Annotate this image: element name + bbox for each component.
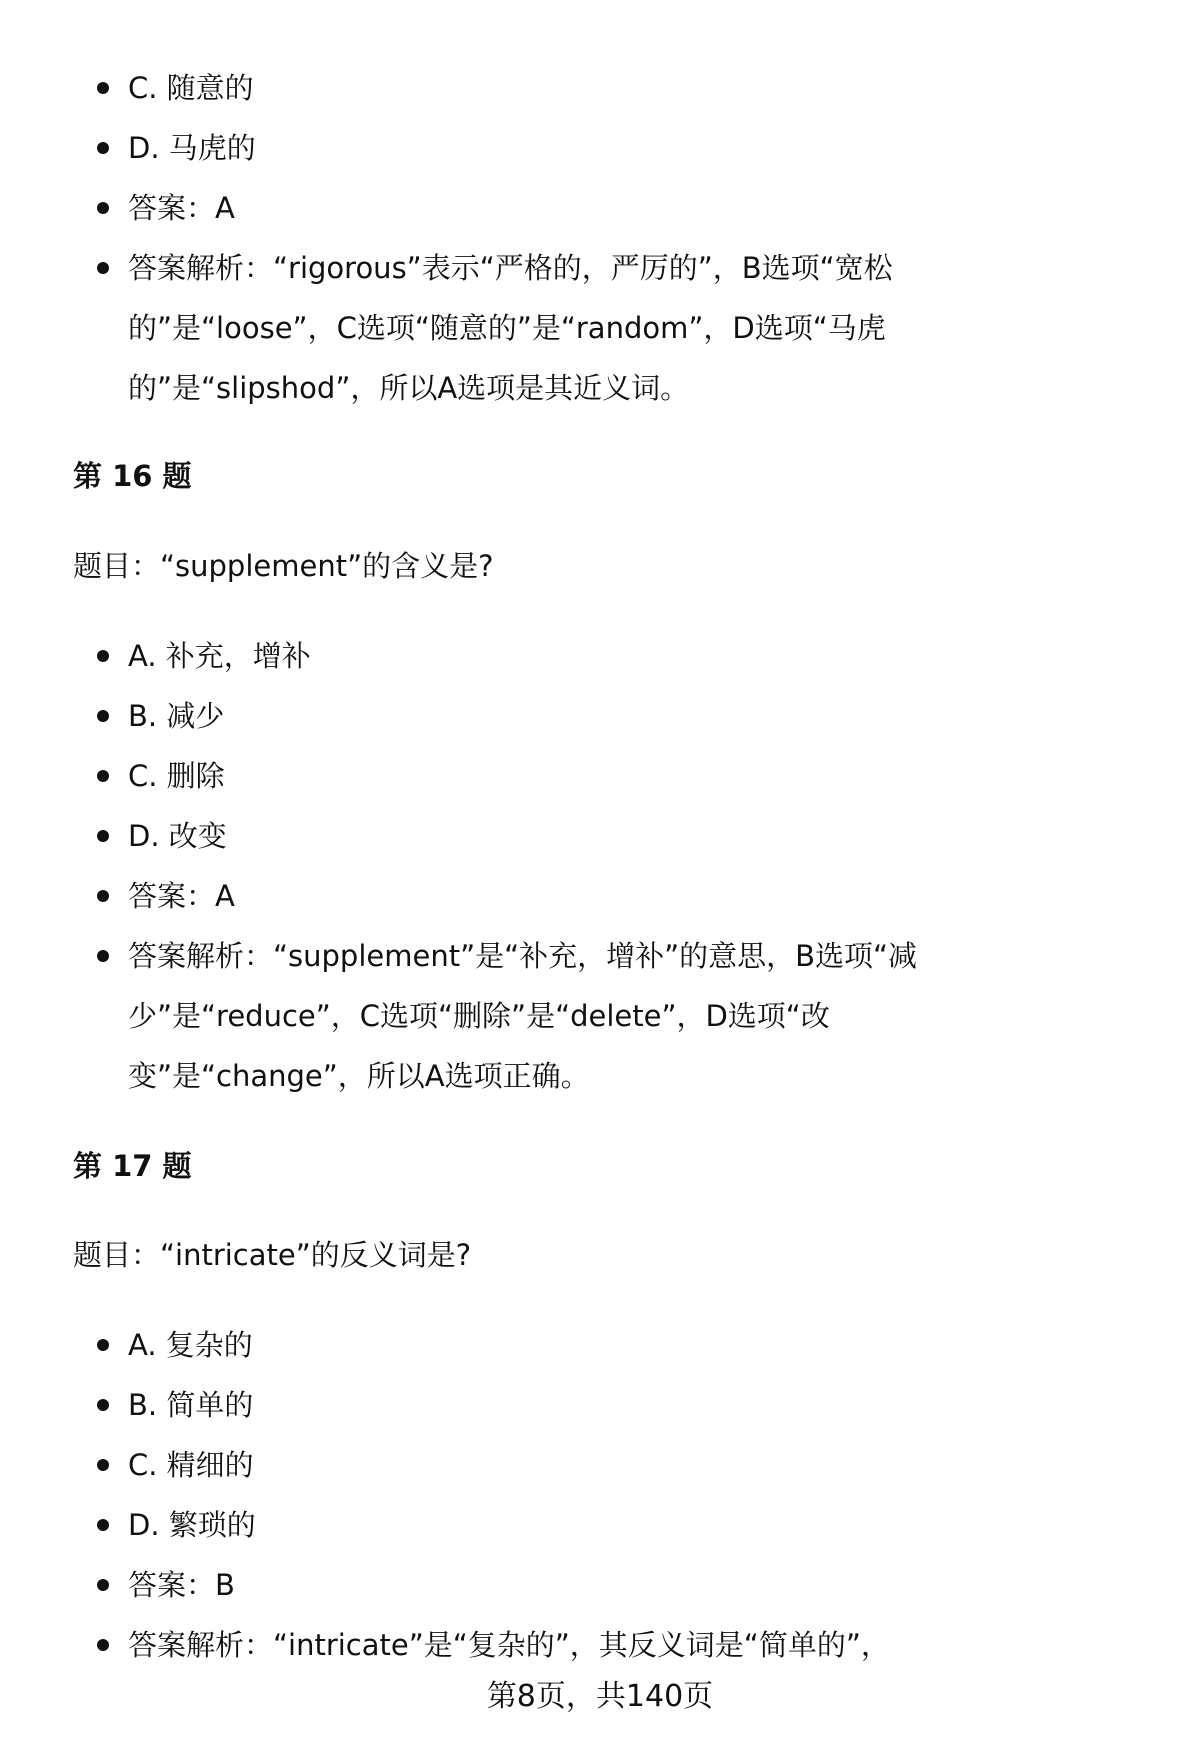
q16-option-c: C. 删除 xyxy=(0,746,1028,806)
q17-option-a: A. 复杂的 xyxy=(0,1315,1028,1375)
q16-heading: 第 16 题 xyxy=(73,459,192,493)
q17-option-b: B. 简单的 xyxy=(0,1375,1028,1435)
q16-answer: 答案：A xyxy=(0,866,1028,926)
q15-options xyxy=(0,58,1028,418)
q15-option-c: C. 随意的 xyxy=(0,58,1028,118)
q17-question: 题目：“intricate”的反义词是? xyxy=(73,1238,472,1272)
q17-explanation: 答案解析：“intricate”是“复杂的”，其反义词是“简单的”， xyxy=(0,1615,1028,1675)
q15-explanation: 答案解析：“rigorous”表示“严格的，严厉的”，B选项“宽松的”是“loose”，C选项“随意的”是“random”，D选项“马虎的”是“slipshod”，所以A选项是其近义词。 xyxy=(0,238,1028,418)
q17-answer: 答案：B xyxy=(0,1555,1028,1615)
q15-answer: 答案：A xyxy=(0,178,1028,238)
q17-option-c: C. 精细的 xyxy=(0,1435,1028,1495)
q15-option-d: D. 马虎的 xyxy=(0,118,1028,178)
q16-option-b: B. 减少 xyxy=(0,686,1028,746)
q17-option-d: D. 繁琐的 xyxy=(0,1495,1028,1555)
q17-heading: 第 17 题 xyxy=(73,1149,192,1183)
q17-options xyxy=(0,1315,1028,1675)
page-indicator: 第8页，共140页 xyxy=(486,1679,714,1714)
q16-option-a: A. 补充，增补 xyxy=(0,626,1028,686)
q16-options xyxy=(0,626,1028,1106)
q16-question: 题目：“supplement”的含义是? xyxy=(73,549,494,583)
q16-option-d: D. 改变 xyxy=(0,806,1028,866)
q16-explanation: 答案解析：“supplement”是“补充，增补”的意思，B选项“减少”是“reduce”，C选项“删除”是“delete”，D选项“改变”是“change”，所以A选项正确。 xyxy=(0,926,1028,1106)
